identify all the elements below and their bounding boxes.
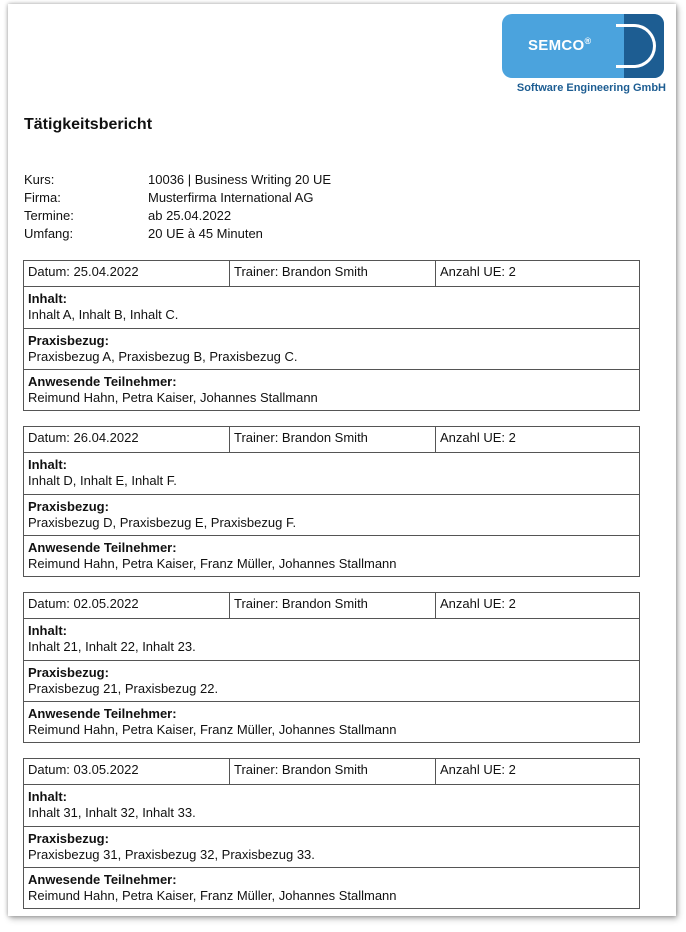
logo-brand (528, 36, 591, 54)
session-teilnehmer (24, 867, 639, 908)
page-title: Tätigkeitsbericht (24, 116, 153, 133)
session-ue-count: Anzahl UE: 2 (440, 264, 516, 279)
meta-row-kurs (24, 171, 331, 189)
session-praxisbezug (24, 660, 639, 701)
meta-row-termine (24, 207, 331, 225)
meta-value: 10036 | Business Writing 20 UE (148, 172, 332, 187)
inhalt-label: Inhalt: (28, 291, 67, 306)
session-header (24, 593, 639, 619)
session-inhalt (24, 619, 639, 660)
session-ue-count: Anzahl UE: 2 (440, 762, 516, 777)
session-inhalt (24, 785, 639, 826)
teilnehmer-value: Reimund Hahn, Petra Kaiser, Franz Müller, Johannes Stallmann (28, 888, 397, 903)
session-block (23, 260, 640, 411)
session-date: Datum: 03.05.2022 (24, 759, 230, 784)
praxisbezug-label: Praxisbezug: (28, 333, 109, 348)
meta-row-umfang (24, 225, 331, 243)
praxisbezug-value: Praxisbezug A, Praxisbezug B, Praxisbezug C. (28, 349, 298, 364)
session-trainer: Trainer: Brandon Smith (230, 593, 436, 618)
session-teilnehmer (24, 701, 639, 742)
logo-subtitle: Software Engineering GmbH (516, 82, 666, 94)
session-block (23, 426, 640, 577)
teilnehmer-label: Anwesende Teilnehmer: (28, 706, 177, 721)
teilnehmer-label: Anwesende Teilnehmer: (28, 872, 177, 887)
meta-label: Termine: (24, 208, 74, 223)
meta-label: Umfang: (24, 226, 74, 241)
praxisbezug-label: Praxisbezug: (28, 499, 109, 514)
document-page (8, 4, 676, 916)
logo-brand-text: SEMCO (528, 37, 585, 54)
inhalt-label: Inhalt: (28, 789, 67, 804)
teilnehmer-label: Anwesende Teilnehmer: (28, 374, 177, 389)
session-ue-count: Anzahl UE: 2 (440, 430, 516, 445)
inhalt-value: Inhalt A, Inhalt B, Inhalt C. (28, 307, 179, 322)
session-inhalt (24, 453, 639, 494)
session-date: Datum: 26.04.2022 (24, 427, 230, 452)
logo-badge (502, 14, 664, 78)
teilnehmer-value: Reimund Hahn, Petra Kaiser, Franz Müller, Johannes Stallmann (28, 722, 397, 737)
inhalt-label: Inhalt: (28, 623, 67, 638)
session-block (23, 592, 640, 743)
meta-label: Firma: (24, 190, 61, 205)
session-date: Datum: 25.04.2022 (24, 261, 230, 286)
session-trainer: Trainer: Brandon Smith (230, 427, 436, 452)
praxisbezug-value: Praxisbezug 31, Praxisbezug 32, Praxisbezug 33. (28, 847, 315, 862)
meta-value: Musterfirma International AG (148, 190, 314, 205)
praxisbezug-value: Praxisbezug D, Praxisbezug E, Praxisbezug F. (28, 515, 297, 530)
session-header (24, 427, 639, 453)
semco-logo (502, 14, 668, 94)
session-praxisbezug (24, 494, 639, 535)
praxisbezug-value: Praxisbezug 21, Praxisbezug 22. (28, 681, 219, 696)
meta-value: ab 25.04.2022 (148, 208, 232, 223)
session-inhalt (24, 287, 639, 328)
session-praxisbezug (24, 826, 639, 867)
inhalt-value: Inhalt D, Inhalt E, Inhalt F. (28, 473, 177, 488)
course-meta (24, 171, 331, 243)
logo-trademark: ® (584, 36, 592, 46)
session-header (24, 759, 639, 785)
session-teilnehmer (24, 535, 639, 576)
praxisbezug-label: Praxisbezug: (28, 665, 109, 680)
session-ue-count: Anzahl UE: 2 (440, 596, 516, 611)
meta-value: 20 UE à 45 Minuten (148, 226, 263, 241)
inhalt-value: Inhalt 31, Inhalt 32, Inhalt 33. (28, 805, 196, 820)
teilnehmer-value: Reimund Hahn, Petra Kaiser, Franz Müller, Johannes Stallmann (28, 556, 397, 571)
session-date: Datum: 02.05.2022 (24, 593, 230, 618)
inhalt-label: Inhalt: (28, 457, 67, 472)
inhalt-value: Inhalt 21, Inhalt 22, Inhalt 23. (28, 639, 196, 654)
session-block (23, 758, 640, 909)
teilnehmer-value: Reimund Hahn, Petra Kaiser, Johannes Stallmann (28, 390, 318, 405)
session-header (24, 261, 639, 287)
teilnehmer-label: Anwesende Teilnehmer: (28, 540, 177, 555)
session-praxisbezug (24, 328, 639, 369)
praxisbezug-label: Praxisbezug: (28, 831, 109, 846)
session-trainer: Trainer: Brandon Smith (230, 759, 436, 784)
meta-row-firma (24, 189, 331, 207)
session-teilnehmer (24, 369, 639, 410)
session-trainer: Trainer: Brandon Smith (230, 261, 436, 286)
meta-label: Kurs: (24, 172, 55, 187)
